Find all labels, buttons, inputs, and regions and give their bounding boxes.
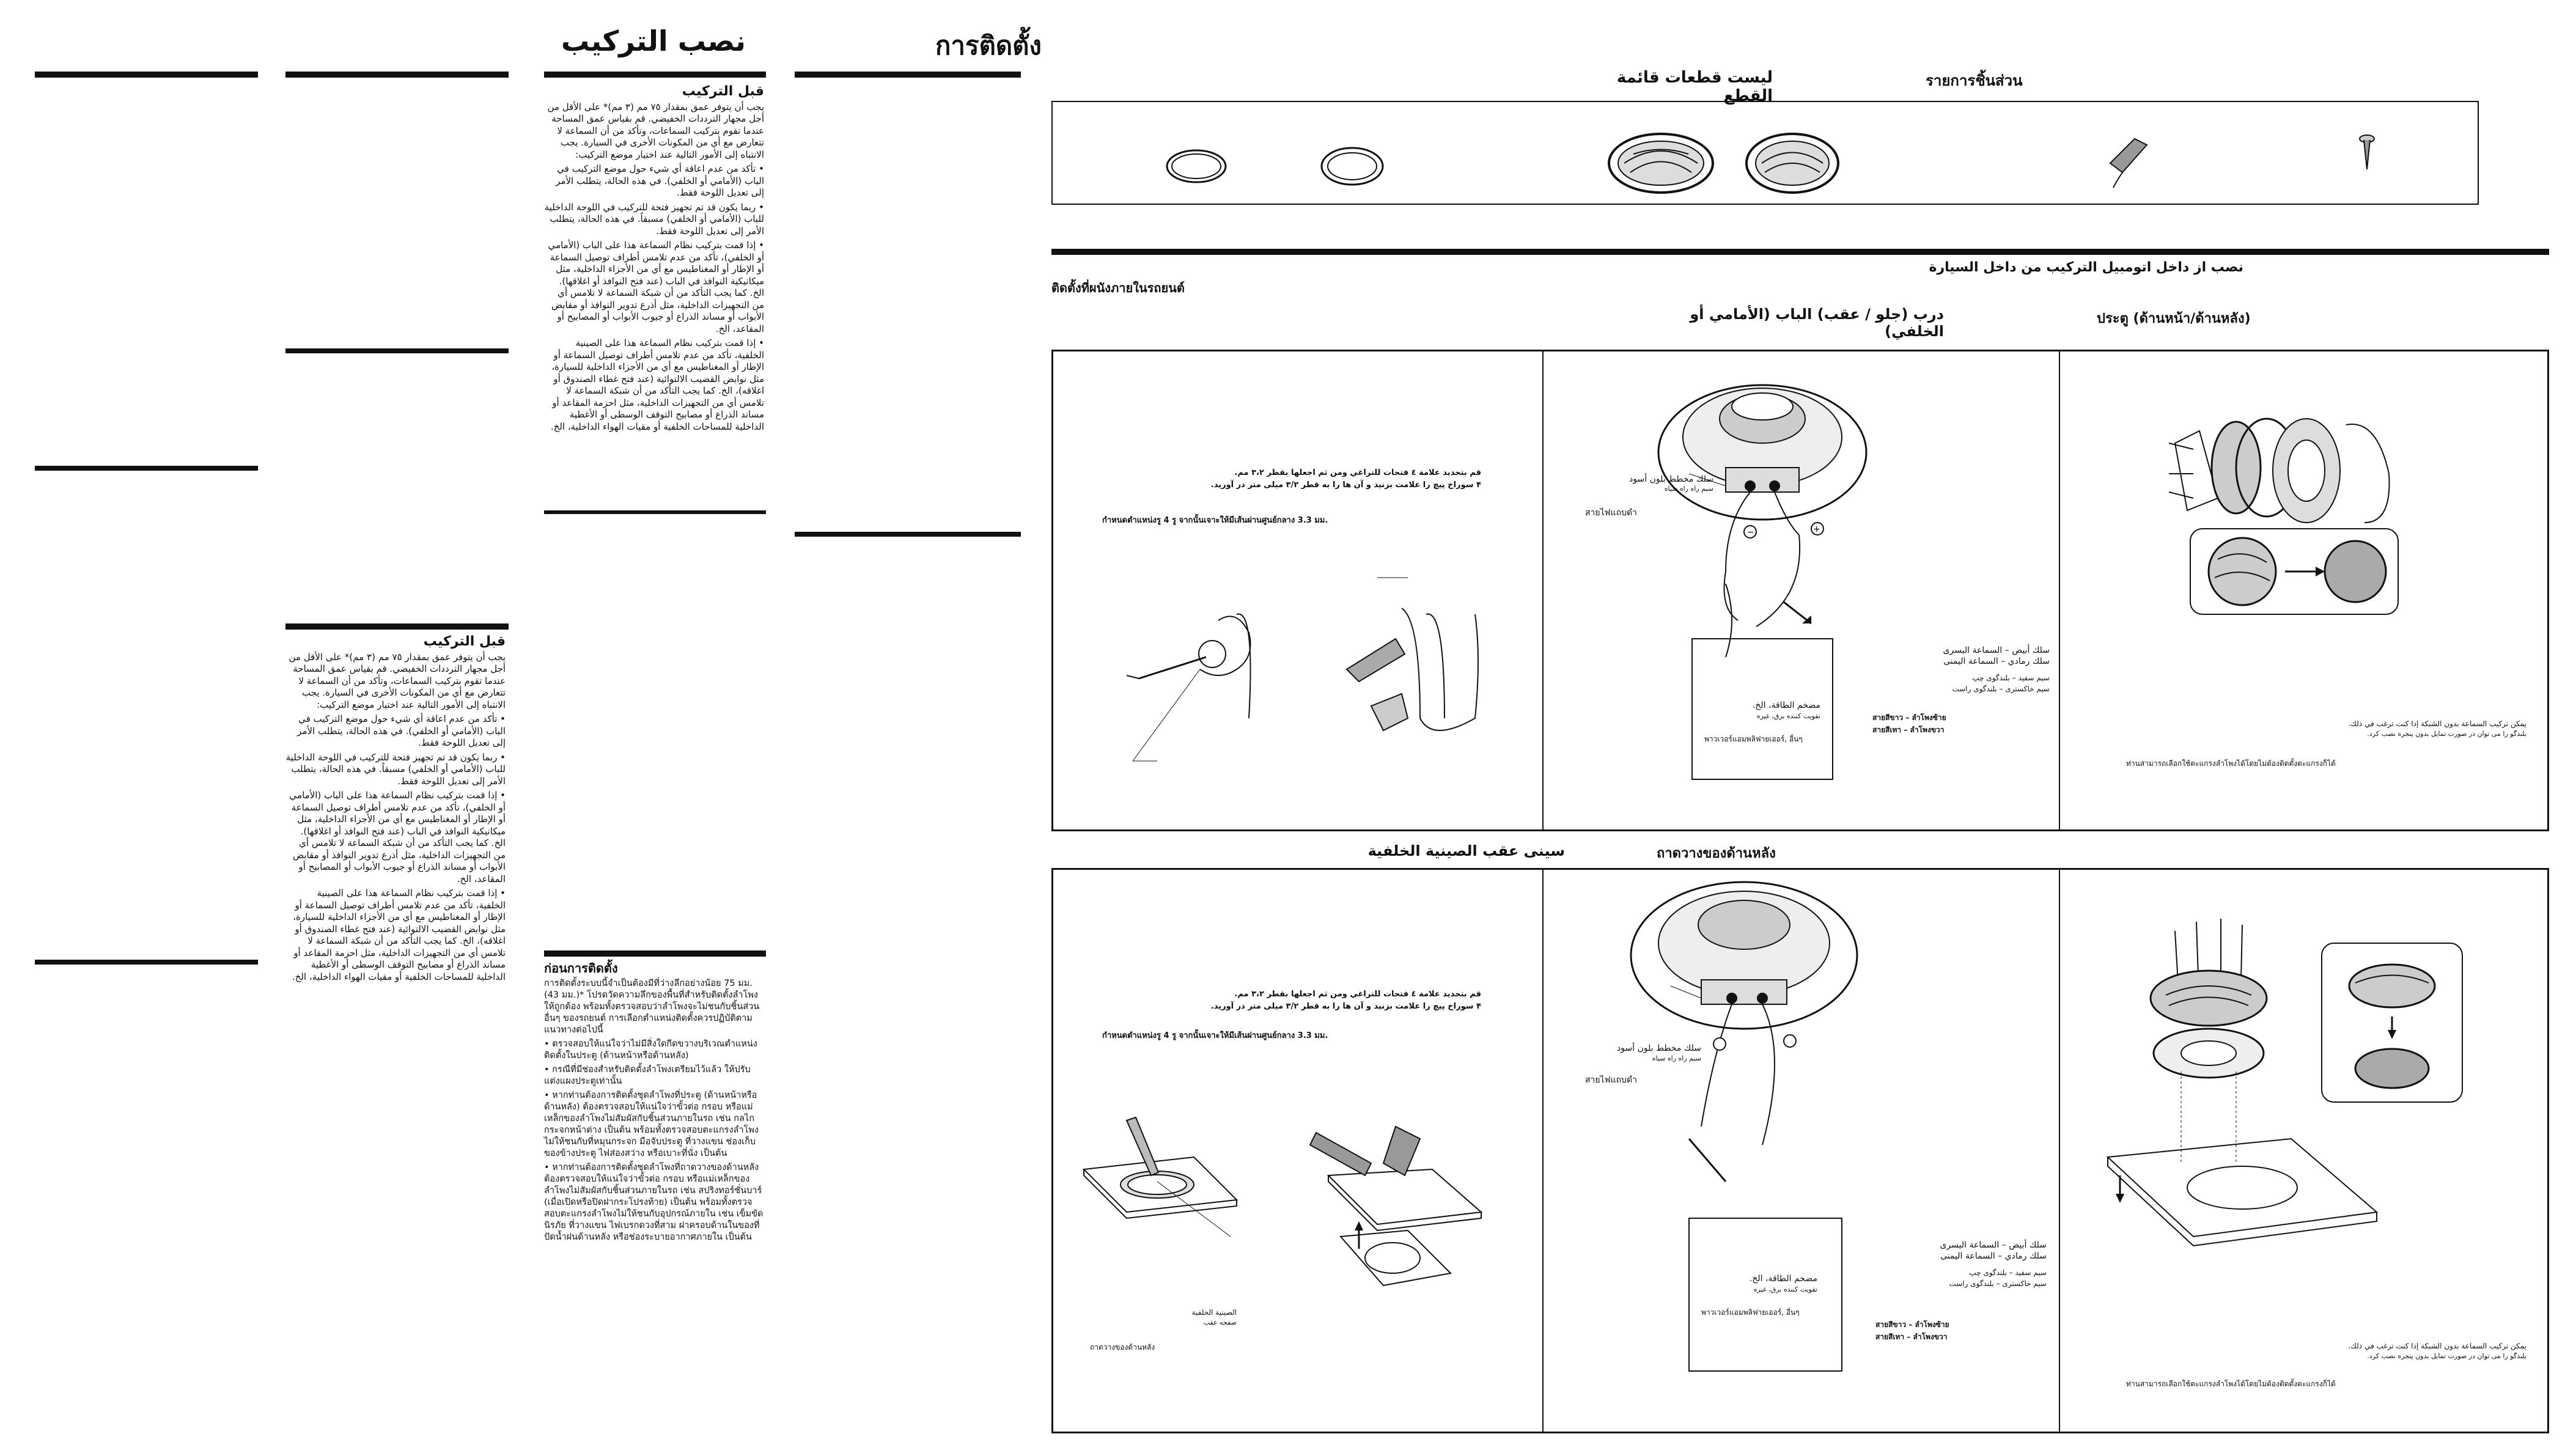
- column-rule: [544, 72, 766, 78]
- right-speaker-wire-th: สายสีเทา – ลำโพงขวา: [1875, 1333, 1948, 1341]
- paragraph: • إذا قمت بتركيب نظام السماعة هذا على الباب (الأمامي أو الخلفي)، تأكد من عدم تلامس أطراف توصيل السماعة أو الإطار أو المغناطيس مع أي من الأجزاء الداخلية، مثل ميكانيكية النوافذ في الباب (عند فتح النوافذ أو اغلاقها). الخ. كما يجب التأكد من أن شبكة السماعة لا تلامس أي من التجهيزات الداخلية، مثل أذرع تدوير النوافذ أو مقابض الأبواب أو مساند الذراع أو جيوب الأبواب أو المصابيح أو المقاعد، الخ.: [548, 240, 764, 334]
- speaker-grille-icon: [1746, 134, 1838, 193]
- paragraph: • تأكد من عدم اعاقة أي شيء حول موضع التركيب في الباب (الأمامي أو الخلفي). في هذه الحالة، يتطلب الأمر إلى تعديل اللوحة فقط.: [556, 163, 764, 198]
- before-install-ar-1: [544, 86, 764, 435]
- parts-heading-ar: لیست قطعات قائمة القطع: [1616, 68, 1773, 105]
- svg-text:−: −: [1747, 528, 1754, 537]
- door-heading-th: ประตู (ด้านหน้า/ด้านหลัง): [2097, 311, 2251, 326]
- column-rule: [35, 72, 258, 78]
- left-speaker-wire-th: สายสีขาว – ลำโพงซ้าย: [1872, 713, 1946, 722]
- section-heading: ก่อนการติดตั้ง: [544, 961, 618, 976]
- left-speaker-wire-ar: سلك أبيض – السماعة اليسرى: [1943, 645, 2050, 655]
- before-install-ar-2: [285, 636, 506, 985]
- page-title-ar: نصب التركيب: [561, 24, 746, 57]
- rear-shelf-label-ar: الصينية الخلفية: [1191, 1308, 1237, 1317]
- black-wire-label-fa: سیم راه راه سیاه: [1664, 485, 1713, 493]
- section-rule: [1051, 249, 2549, 255]
- grille-note-th: ท่านสามารถเลือกใช้ตะแกรงลำโพงได้โดยไม่ต้องติดตั้งตะแกรงก็ได้: [2126, 1380, 2336, 1388]
- door-heading-ar: درب (جلو / عقب) الباب (الأمامي أو الخلفي): [1690, 306, 1944, 340]
- paragraph: • หากท่านต้องการติดตั้งชุดลำโพงที่ถาดวางของด้านหลัง ต้องตรวจสอบให้แน่ใจว่าขั้วต่อ กรอบ หรือแม่เหล็กของลำโพงไม่สัมผัสกับชิ้นส่วนภายในรถ เช่น สปริงทอร์ชั่นบาร์ (เมื่อเปิดหรือปิดฝากระโปรงท้าย) เป็นต้น พร้อมทั้งตรวจสอบตะแกรงลำโพงไม่ให้ชนกับอุปกรณ์ภายใน เช่น เข็มขัดนิรภัย ที่วางแขน ไฟเบรกดวงที่สาม ฝาครอบด้านในของที่ปัดน้ำฝนด้านหลัง หรือช่องระบายอากาศภายใน เป็นต้น: [544, 1163, 764, 1242]
- black-wire-label-ar: سلك مخطط بلون أسود: [1629, 474, 1713, 484]
- rear-shelf-heading-th: ถาดวางของด้านหลัง: [1657, 846, 1776, 861]
- left-speaker-wire-th: สายสีขาว – ลำโพงซ้าย: [1875, 1320, 1949, 1329]
- shelf-install-box: [1051, 868, 2549, 1433]
- amplifier-label-th: พาวเวอร์แอมพลิฟายเออร์, อื่นๆ: [1701, 1308, 1800, 1317]
- svg-text:+: +: [1813, 524, 1820, 534]
- speaker-wiring-illustration: [1542, 351, 2059, 828]
- black-wire-label-fa: سیم راه راه سیاه: [1652, 1054, 1701, 1062]
- section-heading: قبل التركيب: [423, 634, 506, 649]
- column-rule: [795, 72, 1021, 78]
- column-rule: [795, 532, 1021, 537]
- drill-instruction-ar: قم بتحديد علامة ٤ فتحات للتراغي ومن ثم اجعلها بقطر ٣،٢ مم.: [1234, 468, 1481, 477]
- paragraph: يجب أن يتوفر عمق بمقدار ٧٥ مم (٣ مم)* على الأقل من أجل مجهار الترددات الخفيضي. قم بقياس عمق المساحة عندما تقوم بتركيب السماعات، وتأكد من أن السماعة لا تتعارض مع أي من المكونات الأخرى في السيارة. يجب الانتباه إلى الأمور التالية عند اختيار موضع التركيب:: [547, 101, 764, 160]
- drill-instruction-th: กำหนดตำแหน่งรู 4 รู จากนั้นเจาะให้มีเส้นผ่านศูนย์กลาง 3.3 มม.: [1102, 1031, 1328, 1040]
- amplifier-label-fa: تقویت کننده برق، غیره: [1753, 1285, 1817, 1293]
- paragraph: • ตรวจสอบให้แน่ใจว่าไม่มีสิ่งใดกีดขวางบริเวณตำแหน่งติดตั้งในประตู (ด้านหน้าหรือด้านหลัง): [544, 1039, 757, 1061]
- grille-note-fa: بلندگو را می توان در صورت تمایل بدون پنجره نصب کرد.: [2367, 730, 2526, 738]
- left-speaker-wire-ar: سلك أبيض – السماعة اليسرى: [1940, 1240, 2047, 1250]
- section-heading: قبل التركيب: [682, 84, 764, 99]
- paragraph: • إذا قمت بتركيب نظام السماعة هذا على الباب (الأمامي أو الخلفي)، تأكد من عدم تلامس أطراف توصيل السماعة أو الإطار أو المغناطيس مع أي من الأجزاء الداخلية، مثل ميكانيكية النوافذ في الباب (عند فتح النوافذ أو اغلاقها). الخ. كما يجب التأكد من أن شبكة السماعة لا تلامس أي من التجهيزات الداخلية، مثل أذرع تدوير النوافذ أو مقابض الأبواب أو مساند الذراع أو جيوب الأبواب أو المصابيح أو المقاعد، الخ.: [289, 790, 506, 884]
- black-wire-label-th: สายไฟแถบดำ: [1585, 1075, 1637, 1085]
- right-speaker-wire-fa: سیم خاکستری – بلندگوی راست: [1949, 1279, 2047, 1288]
- paragraph: • กรณีที่มีช่องสำหรับติดตั้งลำโพงเตรียมไว้แล้ว ให้ปรับแต่งแผงประตูเท่านั้น: [544, 1065, 751, 1086]
- door-install-box: [1051, 350, 2549, 831]
- grille-note-th: ท่านสามารถเลือกใช้ตะแกรงลำโพงได้โดยไม่ต้องติดตั้งตะแกรงก็ได้: [2126, 759, 2336, 768]
- paragraph: • หากท่านต้องการติดตั้งชุดลำโพงที่ประตู (ด้านหน้าหรือด้านหลัง) ต้องตรวจสอบให้แน่ใจว่าขั้วต่อ กรอบ หรือแม่เหล็กของลำโพงไม่สัมผัสกับชิ้นส่วนภายในรถ เช่น กลไกกระจกหน้าต่าง เป็นต้น พร้อมทั้งตรวจสอบตะแกรงลำโพงไม่ให้ชนกับที่หมุนกระจก มือจับประตู ที่วางแขน ช่องเก็บของข้างประตู ไฟส่องสว่าง หรือเบาะที่นั่ง เป็นต้น: [544, 1090, 759, 1158]
- left-speaker-wire-fa: سیم سفید – بلندگوی چپ: [1969, 1268, 2047, 1277]
- page-title-th: การติดตั้ง: [935, 31, 1042, 61]
- grille-note-ar: يمكن تركيب السماعة بدون الشبكة إذا كنت ترغب في ذلك.: [2348, 1342, 2526, 1350]
- parts-heading-th: รายการชิ้นส่วน: [1926, 72, 2023, 89]
- column-rule: [285, 348, 509, 353]
- paragraph: يجب أن يتوفر عمق بمقدار ٧٥ مم (٣ مم)* على الأقل من أجل مجهار الترددات الخفيضي. قم بقياس عمق المساحة عندما تقوم بتركيب السماعات، وتأكد من أن السماعة لا تتعارض مع أي من المكونات الأخرى في السيارة. يجب الانتباه إلى الأمور التالية عند اختيار موضع التركيب:: [289, 651, 506, 710]
- right-speaker-wire-fa: سیم خاکستری – بلندگوی راست: [1952, 685, 2050, 693]
- column-rule: [285, 72, 509, 78]
- paragraph: • إذا قمت بتركيب نظام السماعة هذا على الصينية الخلفية، تأكد من عدم تلامس أطراف توصيل السماعة أو الإطار أو المغناطيس مع أي من الأجزاء الداخلية للسيارة، مثل نوابض القضيب الالتوائية (عند فتح غطاء الصندوق أو اغلاقه)، الخ. كما يجب التأكد من أن شبكة السماعة لا تلامس أي من التجهيزات الداخلية، مثل احزمة المقاعد أو مساند الذراع أو مصابيح التوقف الوسطى أو الأغطية الداخلية للمساحات الخلفية أو مقيات الهواء الداخلية، الخ.: [550, 337, 764, 432]
- amplifier-label-th: พาวเวอร์แอมพลิฟายเออร์, อื่นๆ: [1704, 735, 1803, 743]
- amplifier-label-ar: مضخم الطاقة، الخ.: [1752, 700, 1820, 710]
- rear-shelf-heading-ar: سینی عقب الصينية الخلفية: [1367, 842, 1565, 859]
- paragraph: • ربما يكون قد تم تجهيز فتحة للتركيب في اللوحة الداخلية للباب (الأمامي أو الخلفي) مسبقاً. في هذه الحالة، يتطلب الأمر إلى تعديل اللوحة فقط.: [285, 751, 506, 787]
- shelf-wiring-illustration: [1542, 870, 2059, 1432]
- right-speaker-wire-th: สายสีเทา – ลำโพงขวา: [1872, 726, 1945, 734]
- column-rule: [544, 510, 766, 514]
- inside-car-heading-th: ติดตั้งที่ผนังภายในรถยนต์: [1051, 281, 1185, 295]
- column-rule: [285, 626, 509, 630]
- drill-instruction-fa: ۴ سوراخ پیچ را علامت بزنید و آن ها را به قطر ۳/۲ میلی متر در آورید.: [1210, 480, 1481, 490]
- paragraph: การติดตั้งระบบนี้จำเป็นต้องมีที่ว่างลึกอย่างน้อย 75 มม. (43 มม.)* โปรดวัดความลึกของพื้นที่สำหรับติดตั้งลำโพงให้ถูกต้อง พร้อมทั้งตรวจสอบว่าลำโพงจะไม่ชนกับชิ้นส่วนอื่นๆ ของรถยนต์ การเลือกตำแหน่งติดตั้งควรปฏิบัติตามแนวทางต่อไปนี้: [544, 979, 760, 1035]
- inside-car-heading-ar: نصب از داخل اتومبیل التركيب من داخل السيارة: [1929, 260, 2243, 275]
- column-rule: [35, 960, 258, 965]
- screw-icon: [2360, 135, 2374, 169]
- column-rule: [35, 466, 258, 471]
- rear-shelf-label-fa: صفحه عقب: [1203, 1318, 1237, 1326]
- amplifier-label-ar: مضخم الطاقة، الخ.: [1749, 1274, 1817, 1284]
- rear-shelf-label-th: ถาดวางของด้านหลัง: [1090, 1343, 1155, 1351]
- parts-illustrations: [1053, 102, 2480, 206]
- before-install-th: [544, 963, 764, 1246]
- drill-instruction-ar: قم بتحديد علامة ٤ فتحات للتراغي ومن ثم اجعلها بقطر ٣،٢ مم.: [1234, 990, 1481, 999]
- left-speaker-wire-fa: سیم سفید – بلندگوی چپ: [1972, 674, 2050, 682]
- spacer-ring-icon: [1167, 150, 1226, 182]
- black-wire-label-th: สายไฟแถบดำ: [1585, 508, 1637, 518]
- right-speaker-wire-ar: سلك رمادي – السماعة اليمنى: [1940, 1251, 2047, 1261]
- amplifier-label-fa: تقویت کننده برق، غیره: [1756, 712, 1820, 720]
- grille-note-ar: يمكن تركيب السماعة بدون الشبكة إذا كنت ترغب في ذلك.: [2348, 719, 2526, 728]
- paragraph: • ربما يكون قد تم تجهيز فتحة للتركيب في اللوحة الداخلية للباب (الأمامي أو الخلفي) مسبقاً. في هذه الحالة، يتطلب الأمر إلى تعديل اللوحة فقط.: [544, 201, 764, 237]
- parts-box: [1051, 101, 2479, 205]
- column-rule: [544, 950, 766, 957]
- door-grille-illustration: [2059, 351, 2548, 828]
- drill-instruction-th: กำหนดตำแหน่งรู 4 รู จากนั้นเจาะให้มีเส้นผ่านศูนย์กลาง 3.3 มม.: [1102, 516, 1328, 525]
- black-wire-label-ar: سلك مخطط بلون أسود: [1617, 1043, 1701, 1053]
- door-drilling-illustration: [1053, 351, 1542, 828]
- cord-bundle-icon: [2110, 139, 2147, 188]
- paragraph: • تأكد من عدم اعاقة أي شيء حول موضع التركيب في الباب (الأمامي أو الخلفي). في هذه الحالة، يتطلب الأمر إلى تعديل اللوحة فقط.: [297, 713, 506, 748]
- drill-instruction-fa: ۴ سوراخ پیچ را علامت بزنید و آن ها را به قطر ۳/۲ میلی متر در آورید.: [1210, 1002, 1481, 1011]
- paragraph: • إذا قمت بتركيب نظام السماعة هذا على الصينية الخلفية، تأكد من عدم تلامس أطراف توصيل السماعة أو الإطار أو المغناطيس مع أي من الأجزاء الداخلية للسيارة، مثل نوابض القضيب الالتوائية (عند فتح غطاء الصندوق أو اغلاقه)، الخ. كما يجب التأكد من أن شبكة السماعة لا تلامس أي من التجهيزات الداخلية، مثل احزمة المقاعد أو مساند الذراع أو مصابيح التوقف الوسطى أو الأغطية الداخلية للمساحات الخلفية أو مقيات الهواء الداخلية، الخ.: [292, 888, 506, 982]
- speaker-grille-icon: [1609, 134, 1713, 193]
- right-speaker-wire-ar: سلك رمادي – السماعة اليمنى: [1943, 656, 2050, 666]
- grille-note-fa: بلندگو را می توان در صورت تمایل بدون پنجره نصب کرد.: [2367, 1352, 2526, 1360]
